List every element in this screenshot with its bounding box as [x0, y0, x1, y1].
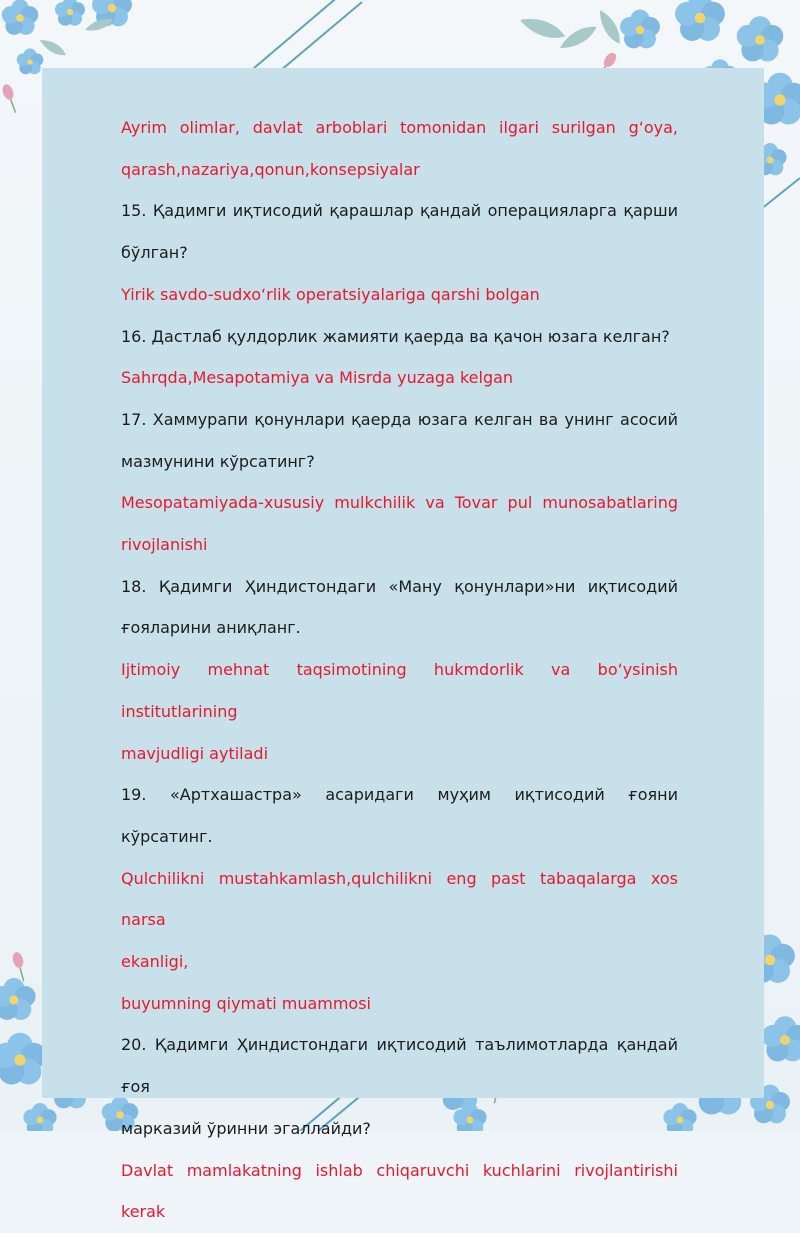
qa-text-block [121, 107, 678, 1233]
answer-line: mavjudligi aytiladi [121, 743, 269, 763]
question-line: 15. Қадимги иқтисодий қарашлар қандай операцияларга қарши [121, 201, 678, 221]
question-line: 16. Дастлаб қулдорлик жамияти қаерда ва қачон юзага келган? [121, 326, 670, 346]
answer-line: Yirik savdo-sudxo‘rlik operatsiyalariga qarshi bolgan [121, 284, 540, 304]
answer-line: rivojlanishi [121, 535, 208, 555]
answer-line: Ijtimoiy mehnat taqsimotining hukmdorlik va bo‘ysinish institutlarining [121, 660, 678, 721]
answer-line: buyumning qiymati muammosi [121, 993, 371, 1013]
answer-line: Davlat mamlakatning ishlab chiqaruvchi kuchlarini rivojlantirishi kerak [121, 1160, 678, 1222]
answer-line: Qulchilikni mustahkamlash,qulchilikni eng past tabaqalarga xos narsa [121, 868, 678, 930]
question-line: бўлган? [121, 243, 188, 263]
answer-line: Mesopatamiyada-xususiy mulkchilik va Tovar pul munosabatlaring [121, 493, 678, 513]
question-line: ғояларини аниқланг. [121, 618, 301, 638]
answer-line: qarash,nazariya,qonun,konsepsiyalar [121, 159, 420, 179]
answer-line: ekanligi, [121, 952, 189, 972]
question-line: 19. «Артхашастра» асаридаги муҳим иқтисодий ғояни кўрсатинг. [121, 785, 678, 846]
question-line: 17. Хаммурапи қонунлари қаерда юзага келган ва унинг асосий [121, 409, 678, 429]
question-line: марказий ўринни эгаллайди? [121, 1118, 371, 1138]
answer-line: Ayrim olimlar, davlat arboblari tomonidan ilgari surilgan g‘oya, [121, 118, 678, 137]
question-line: 20. Қадимги Ҳиндистондаги иқтисодий таълимотларда қандай ғоя [121, 1035, 678, 1097]
question-line: мазмунини кўрсатинг? [121, 451, 315, 471]
question-line: 18. Қадимги Ҳиндистондаги «Ману қонунлари»ни иқтисодий [121, 576, 678, 596]
answer-line: Sahrqda,Mesapotamiya va Misrda yuzaga kelgan [121, 368, 514, 388]
